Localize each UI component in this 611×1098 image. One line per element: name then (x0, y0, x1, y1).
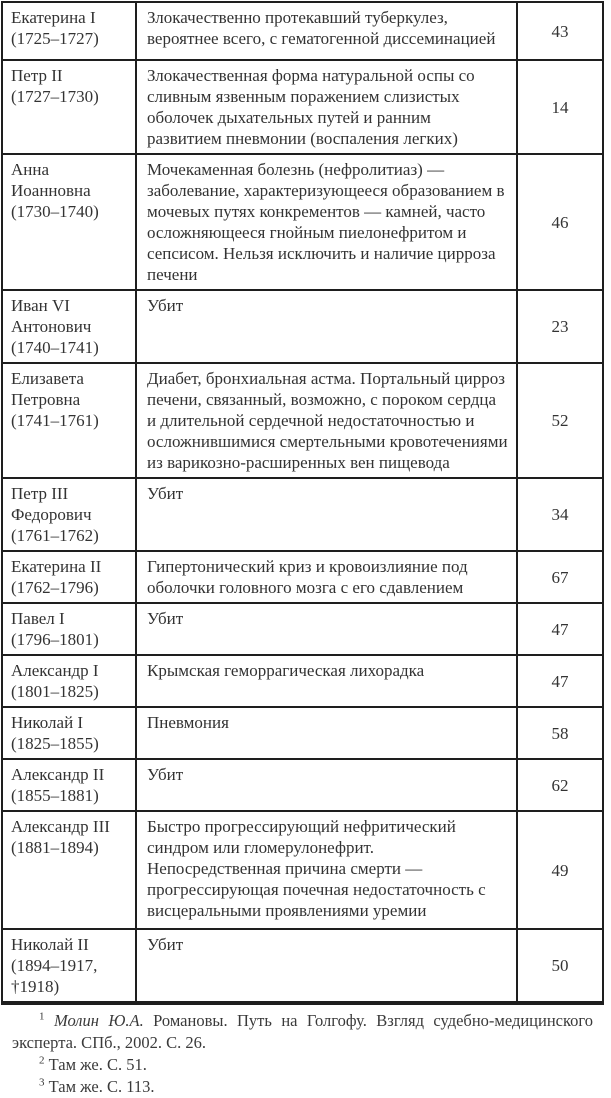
footnote-text: Романовы. Путь на Голгофу. Взгляд судебно-медицинского эксперта. СПб., 2002. С. 26. (12, 1011, 594, 1052)
age-at-death-cell: 43 (517, 3, 602, 60)
monarch-reign-years: (1881–1894) (11, 838, 99, 857)
mortality-table (3, 3, 602, 1003)
monarch-cell (3, 929, 136, 1002)
monarch-cell (3, 3, 136, 60)
monarch-name: Александр II (11, 765, 105, 784)
table-row (3, 603, 602, 655)
monarch-name: Петр III Федорович (11, 484, 92, 524)
monarch-cell (3, 290, 136, 363)
table-row (3, 3, 602, 60)
footnote (12, 1010, 593, 1054)
monarch-name: Николай II (11, 935, 89, 954)
monarch-cell (3, 603, 136, 655)
page-frame (1, 1, 604, 1096)
footnote (12, 1076, 593, 1098)
cause-of-death-cell: Убит (136, 603, 517, 655)
age-at-death-cell: 50 (517, 929, 602, 1002)
table-row (3, 551, 602, 603)
footnote-author: Молин Ю.А. (53, 1011, 144, 1030)
monarch-name: Екатерина I (11, 8, 96, 27)
table-row (3, 759, 602, 811)
monarch-cell (3, 154, 136, 290)
age-at-death-cell: 46 (517, 154, 602, 290)
monarch-name: Екатерина II (11, 557, 102, 576)
monarch-reign-years: (1730–1740) (11, 202, 99, 221)
cause-of-death-cell: Гипертонический криз и кровоизлияние под оболочки головного мозга с его сдавлением (136, 551, 517, 603)
table-row (3, 363, 602, 478)
age-at-death-cell: 14 (517, 60, 602, 154)
age-at-death-cell: 67 (517, 551, 602, 603)
table-row (3, 290, 602, 363)
monarch-reign-years: (1762–1796) (11, 578, 99, 597)
monarch-name: Александр III (11, 817, 110, 836)
footnote-marker: 3 (39, 1076, 45, 1089)
table-row (3, 655, 602, 707)
cause-of-death-cell: Мочекаменная болезнь (нефролитиаз) — заболевание, характеризующееся образованием в мочевых путях конкрементов — камней, часто осложняющееся гнойным пиелонефритом и сепсисом. Нельзя исключить и наличие цирроза печени (136, 154, 517, 290)
cause-of-death-cell: Крымская геморрагическая лихорадка (136, 655, 517, 707)
age-at-death-cell: 49 (517, 811, 602, 929)
table-row (3, 60, 602, 154)
footnote-marker: 1 (39, 1010, 45, 1023)
footnotes-block (3, 1003, 602, 1098)
footnote (12, 1054, 593, 1076)
monarch-reign-years: (1725–1727) (11, 29, 99, 48)
monarch-cell (3, 60, 136, 154)
monarch-reign-years: (1761–1762) (11, 526, 99, 545)
footnote-marker: 2 (39, 1054, 45, 1067)
table-row (3, 154, 602, 290)
monarch-name: Анна Иоанновна (11, 160, 91, 200)
monarch-cell (3, 551, 136, 603)
monarch-cell (3, 655, 136, 707)
monarch-cell (3, 478, 136, 551)
monarch-name: Елизавета Петровна (11, 369, 84, 409)
monarch-cell (3, 707, 136, 759)
monarch-name: Александр I (11, 661, 99, 680)
monarch-name: Павел I (11, 609, 65, 628)
monarch-reign-years: (1801–1825) (11, 682, 99, 701)
cause-of-death-cell: Убит (136, 929, 517, 1002)
age-at-death-cell: 47 (517, 655, 602, 707)
monarch-reign-years: (1741–1761) (11, 411, 99, 430)
monarch-reign-years: (1855–1881) (11, 786, 99, 805)
table-row (3, 811, 602, 929)
cause-of-death-cell: Убит (136, 290, 517, 363)
table-row (3, 929, 602, 1002)
monarch-reign-years: (1796–1801) (11, 630, 99, 649)
monarch-reign-years: (1825–1855) (11, 734, 99, 753)
cause-of-death-cell: Пневмония (136, 707, 517, 759)
age-at-death-cell: 58 (517, 707, 602, 759)
cause-of-death-cell: Диабет, бронхиальная астма. Портальный цирроз печени, связанный, возможно, с пороком сердца и длительной сердечной недостаточностью и осложнившимися смертельными кровотечениями из варикозно-расширенных вен пищевода (136, 363, 517, 478)
table-row (3, 478, 602, 551)
footnote-text: Там же. С. 113. (48, 1077, 155, 1096)
cause-of-death-cell: Злокачественно протекавший туберкулез, вероятнее всего, с гематогенной диссеминацией (136, 3, 517, 60)
monarch-cell (3, 759, 136, 811)
monarch-reign-years: (1894–1917, †1918) (11, 956, 98, 996)
monarch-name: Николай I (11, 713, 84, 732)
table-body (3, 3, 602, 1002)
monarch-reign-years: (1727–1730) (11, 87, 99, 106)
cause-of-death-cell: Убит (136, 478, 517, 551)
cause-of-death-cell: Быстро прогрессирующий нефритический синдром или гломерулонефрит. Непосредственная причина смерти — прогрессирующая почечная недостаточность с висцеральными проявлениями уремии (136, 811, 517, 929)
monarch-reign-years: (1740–1741) (11, 338, 99, 357)
age-at-death-cell: 23 (517, 290, 602, 363)
monarch-name: Петр II (11, 66, 63, 85)
age-at-death-cell: 52 (517, 363, 602, 478)
footnote-text: Там же. С. 51. (48, 1055, 147, 1074)
cause-of-death-cell: Убит (136, 759, 517, 811)
table-row (3, 707, 602, 759)
age-at-death-cell: 34 (517, 478, 602, 551)
age-at-death-cell: 62 (517, 759, 602, 811)
age-at-death-cell: 47 (517, 603, 602, 655)
monarch-name: Иван VI Антонович (11, 296, 92, 336)
monarch-cell (3, 811, 136, 929)
cause-of-death-cell: Злокачественная форма натуральной оспы со сливным язвенным поражением слизистых оболочек дыхательных путей и ранним развитием пневмонии (воспаления легких) (136, 60, 517, 154)
monarch-cell (3, 363, 136, 478)
